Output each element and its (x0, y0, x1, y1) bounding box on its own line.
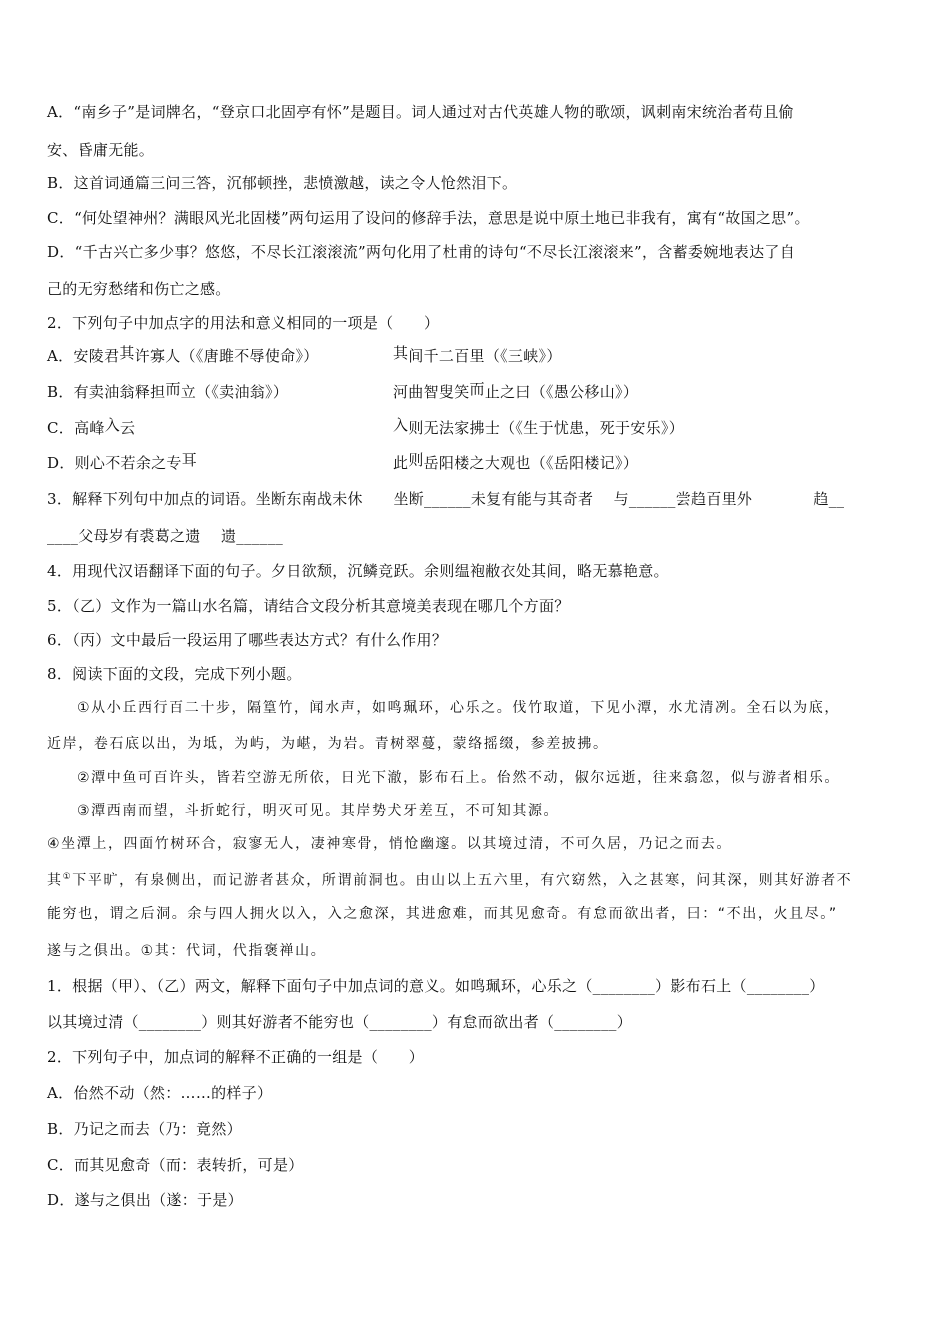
passage-bing-line2: 能穷也，谓之后洞。余与四人拥火以入，入之愈深，其进愈难，而其见愈奇。有怠而欲出者，曰：“不出，火且尽。” (47, 906, 838, 922)
q2-option-d-left: D．则心不若余之专耳 (47, 451, 198, 472)
dotted-char: 其 (393, 344, 409, 362)
dotted-char: 入 (104, 416, 120, 434)
sub2-option-b: B．乃记之而去（乃：竟然） (47, 1120, 242, 1138)
q2-option-d-right: 此则岳阳楼之大观也（《岳阳楼记》） (393, 451, 639, 472)
q2-stem: 2．下列句子中加点字的用法和意义相同的一项是（ ） (47, 314, 440, 332)
q3-line1: 3．解释下列句中加点的词语。坐断东南战未休 坐断______未复有能与其奇者 与______尝趋百里外 趋__ (47, 490, 845, 508)
passage-para2: ②潭中鱼可百许头，皆若空游无所依，日光下澈，影布石上。佁然不动，俶尔远逝，往来翕忽，似与游者相乐。 (77, 770, 840, 786)
sub2-option-d: D．遂与之俱出（遂：于是） (47, 1191, 243, 1209)
passage-bing-line3: 遂与之俱出。①其：代词，代指褒禅山。 (47, 943, 327, 959)
sub2-option-c: C．而其见愈奇（而：表转折，可是） (47, 1156, 304, 1174)
footnote-marker: ① (62, 872, 73, 882)
sub1-line1: 1．根据（甲）、（乙）两文，解释下面句子中加点词的意义。如鸣珮环，心乐之（________）影布石上（________） (47, 977, 825, 995)
dotted-char: 则 (408, 451, 424, 469)
dotted-char: 其 (119, 344, 135, 362)
dotted-char: 而 (469, 380, 485, 398)
sub2-stem: 2．下列句子中，加点词的解释不正确的一组是（ ） (47, 1048, 425, 1066)
passage-para4: ④坐潭上，四面竹树环合，寂寥无人，凄神寒骨，悄怆幽邃。以其境过清，不可久居，乃记之而去。 (47, 836, 732, 852)
dotted-char: 耳 (181, 451, 198, 469)
sub2-option-a: A．佁然不动（然：……的样子） (47, 1084, 273, 1102)
q4: 4．用现代汉语翻译下面的句子。夕日欲颓，沉鳞竞跃。余则缊袍敝衣处其间，略无慕艳意。 (47, 562, 669, 580)
q1-option-a-line2: 安、昏庸无能。 (47, 141, 155, 159)
q1-option-c: C．“何处望神州？满眼风光北固楼”两句运用了设问的修辞手法，意思是说中原土地已非我有，寓有“故国之思”。 (47, 209, 810, 227)
q2-option-b-right: 河曲智叟笑而止之曰（《愚公移山》） (393, 380, 639, 401)
q2-option-a-right: 其间千二百里（《三峡》） (393, 344, 562, 365)
q2-option-c-right: 入则无法家拂士（《生于忧患，死于安乐》） (393, 416, 685, 437)
passage-para1-line1: ①从小丘西行百二十步，隔篁竹，闻水声，如鸣珮环，心乐之。伐竹取道，下见小潭，水尤清冽。全石以为底， (77, 700, 840, 716)
q8-stem: 8．阅读下面的文段，完成下列小题。 (47, 665, 302, 683)
q2-option-c-left: C．高峰入云 (47, 416, 136, 437)
dotted-char: 而 (165, 380, 181, 398)
q5: 5．（乙）文作为一篇山水名篇，请结合文段分析其意境美表现在哪几个方面？ (47, 597, 570, 615)
q1-option-b: B．这首词通篇三问三答，沉郁顿挫，悲愤激越，读之令人怆然泪下。 (47, 174, 518, 192)
q3-line2: ____父母岁有裘葛之遗 遗______ (47, 527, 284, 545)
q2-option-a-left: A．安陵君其许寡人（《唐雎不辱使命》） (47, 344, 319, 365)
sub1-line2: 以其境过清（________）则其好游者不能穷也（________）有怠而欲出者（________） (47, 1013, 633, 1031)
passage-bing-line1: 其①下平旷，有泉侧出，而记游者甚众，所谓前洞也。由山以上五六里，有穴窈然，入之甚寒，问其深，则其好游者不 (47, 872, 853, 889)
q1-option-d-line2: 己的无穷愁绪和伤亡之感。 (47, 280, 231, 298)
q2-option-b-left: B．有卖油翁释担而立（《卖油翁》） (47, 380, 289, 401)
q1-option-d-line1: D．“千古兴亡多少事？悠悠，不尽长江滚滚流”两句化用了杜甫的诗句“不尽长江滚滚来”，含蓄委婉地表达了自 (47, 243, 796, 261)
passage-para3: ③潭西南而望，斗折蛇行，明灭可见。其岸势犬牙差互，不可知其源。 (77, 803, 560, 819)
q6: 6．（丙）文中最后一段运用了哪些表达方式？有什么作用？ (47, 631, 448, 649)
passage-para1-line2: 近岸，卷石底以出，为坻，为屿，为嵁，为岩。青树翠蔓，蒙络摇缀，参差披拂。 (47, 736, 609, 752)
q1-option-a-line1: A．“南乡子”是词牌名，“登京口北固亭有怀”是题目。词人通过对古代英雄人物的歌颂，讽刺南宋统治者苟且偷 (47, 103, 794, 121)
dotted-char: 入 (393, 416, 409, 434)
